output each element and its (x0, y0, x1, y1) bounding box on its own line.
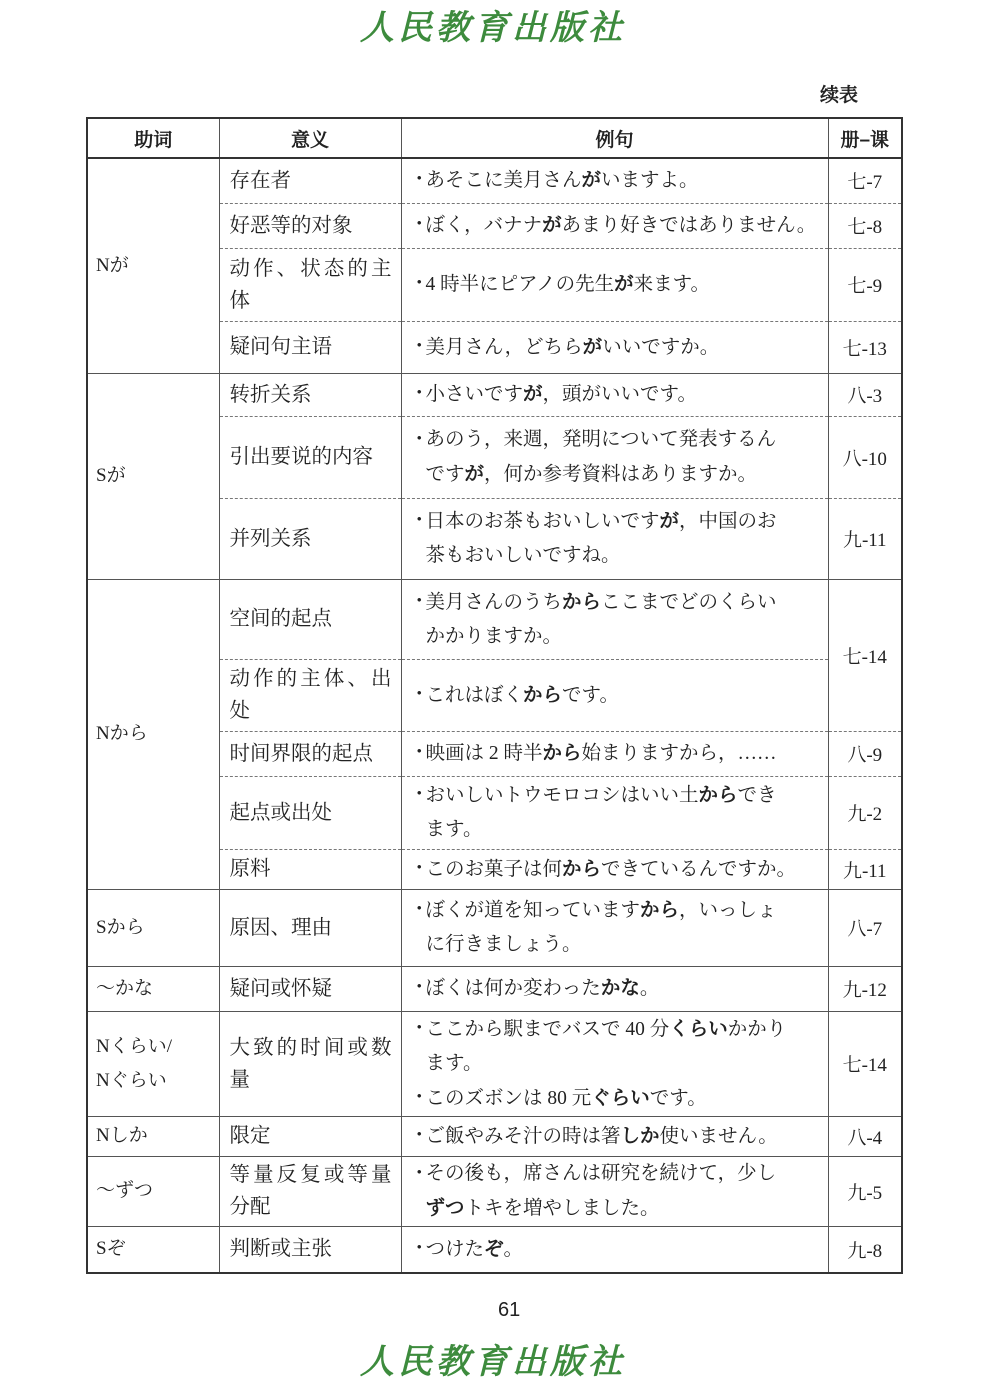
bullet-dot: ・ (409, 590, 430, 612)
table-row (87, 373, 902, 416)
meaning-text: 判断或主张 (229, 1238, 332, 1261)
particle-highlight: しか (620, 1124, 660, 1147)
example-sentence (410, 1012, 828, 1081)
particle-highlight: から (640, 899, 680, 921)
table-row (87, 1011, 902, 1116)
particle-highlight: くらい (669, 1017, 728, 1040)
lesson-cell (828, 1156, 902, 1226)
table-row (87, 1116, 902, 1156)
bullet-dot: ・ (409, 899, 430, 920)
particle-cell (87, 373, 219, 579)
particle-cell (87, 158, 219, 373)
example-line (426, 208, 828, 243)
example-cell (401, 849, 828, 889)
particle-text: Sが (96, 465, 126, 486)
example-cell (401, 1226, 828, 1273)
header-row (87, 118, 902, 158)
example-sentence (410, 330, 828, 365)
lesson-ref: 九-2 (847, 804, 883, 825)
bullet-dot: ・ (409, 1237, 430, 1259)
lesson-cell (828, 248, 902, 321)
example-text: ，頭がいいです。 (542, 384, 697, 405)
lesson-ref: 七-9 (847, 276, 883, 297)
meaning-cell (219, 889, 401, 966)
meaning-cell (219, 158, 401, 203)
meaning-cell (219, 373, 401, 416)
example-sentence (410, 1232, 828, 1267)
example-text: 小さいです (425, 384, 524, 405)
meaning-text: 原因、理由 (229, 916, 332, 939)
particle-text: ～ずつ (96, 1180, 154, 1201)
particle-highlight: が (464, 462, 485, 485)
lesson-ref: 七-7 (847, 172, 883, 194)
example-line (426, 267, 828, 302)
particle-highlight: かな (600, 977, 640, 999)
example-line (426, 778, 828, 813)
header-example: 例句 (401, 118, 828, 158)
meaning-cell (219, 731, 401, 776)
example-line (426, 1191, 828, 1226)
lesson-ref: 九-11 (842, 530, 887, 551)
lesson-ref: 八-9 (847, 745, 883, 766)
lesson-ref: 八-4 (847, 1127, 883, 1149)
lesson-ref: 七-8 (847, 217, 883, 238)
particle-table (86, 117, 903, 1274)
bullet-dot: ・ (409, 335, 430, 357)
example-line (426, 928, 828, 962)
meaning-text: 动作、状态的主体 (229, 257, 392, 312)
example-sentence (410, 1081, 828, 1116)
example-text: このズボンは 80 元 (425, 1087, 592, 1109)
meaning-text: 空间的起点 (229, 608, 332, 630)
lesson-ref: 七-13 (842, 338, 887, 360)
example-text: あそこに美月さん (425, 170, 582, 192)
example-text: トキを増やしました。 (464, 1197, 660, 1219)
bullet-dot: ・ (409, 977, 430, 998)
lesson-cell (828, 1011, 902, 1116)
lesson-cell (828, 416, 902, 498)
bullet-dot: ・ (409, 857, 430, 879)
example-line (426, 585, 828, 620)
particle-cell (87, 966, 219, 1011)
example-line (426, 1119, 828, 1154)
meaning-cell (219, 1156, 401, 1226)
page-number: 61 (498, 1299, 521, 1321)
example-text: 始まりますから，…… (581, 743, 777, 764)
particle-cell (87, 889, 219, 966)
example-text: でき (737, 785, 777, 806)
example-text: かかりますか。 (425, 625, 563, 647)
particle-text: Nから (96, 723, 148, 744)
bullet-dot: ・ (409, 683, 430, 705)
example-cell (401, 889, 828, 966)
bullet-dot: ・ (409, 1017, 430, 1039)
example-cell (401, 158, 828, 203)
example-line (426, 163, 828, 198)
meaning-text: 限定 (229, 1125, 271, 1147)
example-line (426, 1232, 828, 1267)
particle-highlight: から (562, 857, 602, 880)
particle-text: Nしか (96, 1125, 148, 1146)
example-line (426, 1012, 828, 1047)
example-text: いいですか。 (602, 336, 720, 358)
example-line (426, 971, 828, 1006)
meaning-text: 原料 (229, 858, 271, 880)
example-sentence (410, 1157, 828, 1226)
particle-cell (87, 1226, 219, 1273)
particle-text: Nくらい/ (96, 1035, 173, 1057)
example-line (426, 620, 828, 654)
meaning-cell (219, 776, 401, 849)
lesson-cell (828, 776, 902, 849)
particle-highlight: が (523, 383, 543, 405)
lesson-ref: 八-3 (847, 386, 883, 407)
example-text: できているんですか。 (601, 858, 797, 880)
example-sentence (410, 852, 828, 887)
continued-label: 续表 (820, 85, 859, 106)
table-row (87, 966, 902, 1011)
example-sentence (410, 893, 828, 962)
example-line (426, 457, 828, 492)
lesson-cell (828, 498, 902, 579)
meaning-cell (219, 203, 401, 248)
lesson-cell (828, 889, 902, 966)
particle-cell (87, 1011, 219, 1116)
lesson-cell (828, 579, 902, 731)
particle-text: Sから (96, 916, 145, 938)
example-cell (401, 1156, 828, 1226)
example-sentence (410, 163, 828, 198)
table-row (87, 1156, 902, 1226)
example-line (426, 504, 828, 539)
meaning-text: 好恶等的对象 (229, 214, 353, 237)
bullet-dot: ・ (409, 383, 430, 404)
bullet-dot: ・ (409, 510, 430, 531)
example-text: その後も，席さんは研究を続けて，少し (425, 1162, 777, 1184)
meaning-text: 动作的主体、出处 (229, 668, 392, 722)
meaning-text: 大致的时间或数量 (229, 1036, 392, 1091)
particle-highlight: から (542, 742, 582, 764)
table-row (87, 889, 902, 966)
example-sentence (410, 778, 828, 847)
example-cell (401, 1011, 828, 1116)
example-text: いますよ。 (601, 170, 699, 192)
example-cell (401, 248, 828, 321)
example-text: おいしいトウモロコシはいい土 (425, 785, 699, 806)
example-cell (401, 498, 828, 579)
example-text: これはぼく (425, 684, 524, 706)
example-line (426, 893, 828, 928)
example-text: 4 時半にピアノの先生 (425, 274, 615, 295)
example-text: ここから駅までバスで 40 分 (425, 1018, 670, 1040)
meaning-cell (219, 966, 401, 1011)
meaning-text: 起点或出处 (229, 801, 332, 824)
lesson-cell (828, 321, 902, 373)
meaning-cell (219, 248, 401, 321)
particle-cell (87, 579, 219, 889)
meaning-text: 疑问句主语 (229, 336, 332, 358)
meaning-cell (219, 498, 401, 579)
example-text: ぼくは何か変わった (425, 978, 601, 999)
example-line (426, 678, 828, 713)
header-meaning: 意义 (219, 118, 401, 158)
meaning-text: 引出要说的内容 (229, 446, 373, 468)
example-text: あまり好きではありません。 (561, 215, 817, 236)
publisher-logo-top: 人民教育出版社 (360, 8, 626, 48)
particle-text: Nが (96, 254, 129, 276)
bullet-dot: ・ (409, 428, 430, 450)
lesson-ref: 八-10 (842, 448, 887, 470)
particle-cell (87, 1116, 219, 1156)
particle-highlight: から (562, 590, 602, 613)
example-sentence (410, 504, 828, 573)
example-text: 来ます。 (633, 274, 711, 295)
meaning-cell (219, 1116, 401, 1156)
table-row (87, 579, 902, 659)
example-sentence (410, 585, 828, 654)
example-sentence (410, 423, 828, 492)
example-text: 美月さんのうち (425, 591, 563, 613)
example-line (426, 736, 828, 771)
bullet-dot: ・ (409, 169, 430, 191)
particle-text: ～かな (96, 977, 154, 999)
example-line (426, 813, 828, 847)
example-text: 。 (639, 978, 660, 999)
example-cell (401, 659, 828, 731)
lesson-ref: 七-14 (842, 1055, 887, 1076)
example-cell (401, 416, 828, 498)
lesson-ref: 七-14 (842, 646, 887, 668)
meaning-text: 疑问或怀疑 (229, 977, 332, 1000)
example-text: かかり (727, 1018, 787, 1040)
example-text: このお菓子は何 (425, 858, 563, 880)
example-text: ，何か参考資料はありますか。 (484, 463, 758, 485)
example-text: ここまでどのくらい (601, 591, 777, 613)
publisher-logo-bottom: 人民教育出版社 (360, 1342, 626, 1382)
particle-highlight: が (581, 169, 602, 192)
lesson-ref: 八-7 (847, 919, 883, 940)
lesson-cell (828, 1226, 902, 1273)
example-line (426, 1081, 828, 1116)
lesson-cell (828, 966, 902, 1011)
example-text: ぼく，バナナ (425, 215, 543, 236)
example-cell (401, 373, 828, 416)
example-text: に行きましょう。 (425, 934, 582, 955)
bullet-dot: ・ (409, 273, 430, 294)
meaning-text: 等量反复或等量分配 (229, 1164, 392, 1218)
bullet-dot: ・ (409, 1124, 430, 1146)
meaning-cell (219, 321, 401, 373)
meaning-text: 存在者 (229, 169, 291, 192)
lesson-ref: 九-5 (847, 1182, 883, 1204)
example-sentence (410, 1119, 828, 1154)
example-sentence (410, 208, 828, 243)
meaning-cell (219, 416, 401, 498)
meaning-cell (219, 659, 401, 731)
meaning-cell (219, 1011, 401, 1116)
particle-highlight: が (582, 335, 603, 358)
example-cell (401, 579, 828, 659)
example-text: です (425, 463, 465, 485)
lesson-cell (828, 373, 902, 416)
lesson-cell (828, 158, 902, 203)
lesson-cell (828, 203, 902, 248)
example-line (426, 852, 828, 887)
example-line (426, 1157, 828, 1191)
example-line (426, 377, 828, 412)
meaning-cell (219, 1226, 401, 1273)
example-sentence (410, 377, 828, 412)
header-particle: 助词 (87, 118, 219, 158)
example-text: あのう，来週，発明について発表するん (425, 428, 777, 450)
example-cell (401, 203, 828, 248)
meaning-cell (219, 579, 401, 659)
meaning-text: 转折关系 (229, 383, 312, 406)
particle-highlight: から (698, 784, 738, 806)
bullet-dot: ・ (409, 214, 430, 235)
table-row (87, 1226, 902, 1273)
example-text: ，いっしょ (679, 900, 777, 921)
example-sentence (410, 736, 828, 771)
particle-highlight: ぞ (484, 1237, 504, 1260)
example-text: です。 (562, 684, 619, 706)
bullet-dot: ・ (409, 742, 430, 763)
meaning-text: 时间界限的起点 (229, 742, 373, 765)
particle-highlight: ずつ (425, 1196, 465, 1219)
bullet-dot: ・ (409, 784, 430, 805)
example-text: ご飯やみそ汁の時は箸 (425, 1125, 621, 1147)
bullet-dot: ・ (409, 1162, 430, 1184)
example-text: 美月さん，どちら (425, 336, 583, 358)
example-sentence (410, 971, 828, 1006)
example-text: ます。 (425, 819, 483, 840)
example-line (426, 1047, 828, 1081)
example-text: ぼくが道を知っています (425, 900, 641, 921)
header-lesson: 册–课 (828, 118, 902, 158)
bullet-dot: ・ (409, 1086, 430, 1108)
example-text: ，中国のお (679, 511, 777, 532)
particle-text: Nぐらい (96, 1069, 167, 1091)
example-text: 茶もおいしいですね。 (425, 545, 621, 566)
particle-highlight: ぐらい (591, 1086, 650, 1109)
example-cell (401, 966, 828, 1011)
example-cell (401, 1116, 828, 1156)
example-text: です。 (649, 1087, 707, 1109)
table-row (87, 158, 902, 203)
lesson-ref: 九-8 (847, 1240, 883, 1262)
example-text: 映画は 2 時半 (425, 743, 543, 764)
example-sentence (410, 678, 828, 713)
example-text: つけた (425, 1238, 485, 1260)
example-text: ます。 (425, 1052, 483, 1074)
example-cell (401, 731, 828, 776)
example-cell (401, 776, 828, 849)
example-line (426, 330, 828, 365)
particle-highlight: が (659, 510, 680, 532)
lesson-cell (828, 1116, 902, 1156)
example-text: 。 (503, 1238, 524, 1260)
particle-text: Sぞ (96, 1238, 126, 1260)
lesson-ref: 九-12 (842, 980, 887, 1001)
particle-cell (87, 1156, 219, 1226)
particle-highlight: が (542, 214, 562, 236)
particle-highlight: から (523, 683, 563, 706)
meaning-text: 并列关系 (229, 527, 312, 550)
lesson-cell (828, 731, 902, 776)
lesson-cell (828, 849, 902, 889)
example-sentence (410, 267, 828, 302)
example-text: 使いません。 (659, 1125, 778, 1147)
example-line (426, 539, 828, 573)
example-line (426, 423, 828, 457)
example-cell (401, 321, 828, 373)
example-text: 日本のお茶もおいしいです (425, 511, 660, 532)
lesson-ref: 九-11 (842, 860, 887, 882)
meaning-cell (219, 849, 401, 889)
particle-highlight: が (614, 273, 634, 295)
